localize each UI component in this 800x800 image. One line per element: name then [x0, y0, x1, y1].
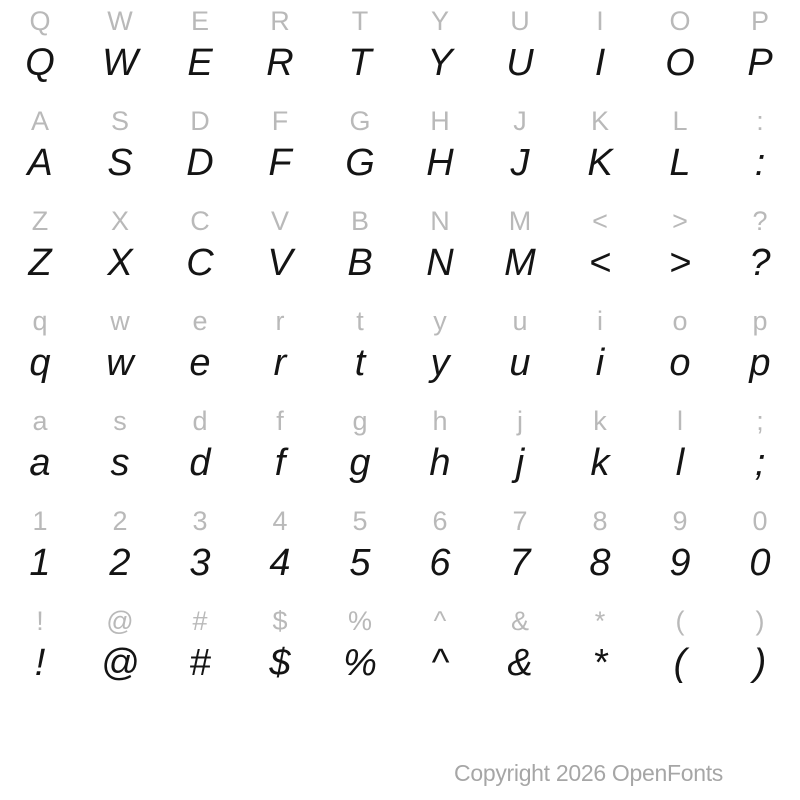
copyright-text: Copyright 2026 OpenFonts — [454, 760, 723, 786]
glyph: F — [268, 142, 292, 184]
glyph: R — [270, 6, 290, 36]
glyph-row-pair — [0, 600, 800, 700]
sample-glyph-row — [0, 644, 800, 682]
glyph: d — [192, 406, 208, 436]
glyph: q — [29, 342, 51, 384]
glyph: V — [267, 242, 293, 284]
glyph: C — [186, 242, 214, 284]
glyph: C — [190, 206, 210, 236]
glyph: 0 — [752, 506, 768, 536]
glyph: 3 — [189, 542, 211, 584]
glyph: T — [348, 42, 372, 84]
sample-glyph-row — [0, 44, 800, 82]
glyph: ? — [749, 242, 771, 284]
glyph: B — [347, 242, 373, 284]
glyph: F — [271, 106, 289, 136]
glyph: P — [750, 6, 769, 36]
glyph: y — [433, 306, 447, 336]
glyph: ) — [755, 606, 765, 636]
reference-glyph-row — [0, 108, 800, 135]
glyph: B — [350, 206, 369, 236]
glyph: j — [517, 406, 523, 436]
glyph: K — [587, 142, 613, 184]
glyph: 2 — [109, 542, 131, 584]
sample-glyph-row — [0, 344, 800, 382]
glyph: f — [276, 406, 284, 436]
glyph-row-pair — [0, 100, 800, 200]
glyph: p — [752, 306, 768, 336]
reference-glyph-row — [0, 608, 800, 635]
glyph: 2 — [112, 506, 128, 536]
sample-glyph-row — [0, 144, 800, 182]
glyph: h — [432, 406, 448, 436]
sample-glyph-row — [0, 544, 800, 582]
glyph: % — [343, 642, 377, 684]
glyph: ( — [673, 642, 687, 684]
sample-glyph-row — [0, 444, 800, 482]
glyph: t — [356, 306, 364, 336]
glyph: r — [273, 342, 287, 384]
glyph: 4 — [269, 542, 291, 584]
glyph: 4 — [272, 506, 288, 536]
glyph: A — [30, 106, 49, 136]
glyph: A — [27, 142, 53, 184]
glyph: 9 — [669, 542, 691, 584]
glyph: E — [190, 6, 209, 36]
reference-glyph-row — [0, 508, 800, 535]
glyph: ^ — [431, 642, 449, 684]
glyph: Q — [29, 6, 51, 36]
glyph: K — [590, 106, 609, 136]
glyph: G — [349, 106, 371, 136]
sample-glyph-row — [0, 244, 800, 282]
glyph: w — [110, 306, 130, 336]
glyph: < — [588, 242, 612, 284]
glyph: s — [110, 442, 130, 484]
glyph: 7 — [512, 506, 528, 536]
glyph: q — [32, 306, 48, 336]
glyph: y — [430, 342, 450, 384]
glyph: ; — [756, 406, 764, 436]
glyph: ( — [675, 606, 685, 636]
glyph: 0 — [749, 542, 771, 584]
glyph: k — [590, 442, 610, 484]
glyph: $ — [272, 606, 288, 636]
glyph: # — [189, 642, 211, 684]
glyph: I — [594, 42, 606, 84]
glyph: u — [512, 306, 528, 336]
glyph: g — [352, 406, 368, 436]
glyph: i — [595, 342, 605, 384]
glyph: O — [665, 42, 695, 84]
glyph: P — [747, 42, 773, 84]
glyph: 3 — [192, 506, 208, 536]
glyph: h — [429, 442, 451, 484]
glyph: U — [510, 6, 530, 36]
glyph: V — [270, 206, 289, 236]
glyph: J — [510, 142, 530, 184]
reference-glyph-row — [0, 308, 800, 335]
glyph: S — [107, 142, 133, 184]
reference-glyph-row — [0, 8, 800, 35]
glyph: Q — [25, 42, 55, 84]
glyph: I — [596, 6, 604, 36]
glyph: g — [349, 442, 371, 484]
glyph: w — [106, 342, 134, 384]
glyph: i — [597, 306, 603, 336]
glyph: J — [513, 106, 527, 136]
glyph: $ — [269, 642, 291, 684]
glyph: e — [189, 342, 211, 384]
glyph: 1 — [29, 542, 51, 584]
glyph: D — [186, 142, 214, 184]
glyph: Y — [427, 42, 453, 84]
glyph: ! — [36, 606, 44, 636]
glyph: > — [672, 206, 688, 236]
glyph: p — [749, 342, 771, 384]
glyph: L — [669, 142, 691, 184]
glyph: D — [190, 106, 210, 136]
glyph: & — [510, 606, 529, 636]
glyph-row-pair — [0, 500, 800, 600]
glyph: E — [187, 42, 213, 84]
glyph: M — [504, 242, 536, 284]
glyph: ? — [752, 206, 768, 236]
glyph: < — [592, 206, 608, 236]
glyph: ! — [34, 642, 46, 684]
glyph: 6 — [432, 506, 448, 536]
glyph: a — [29, 442, 51, 484]
glyph: O — [669, 6, 691, 36]
glyph: N — [430, 206, 450, 236]
glyph: ; — [754, 442, 766, 484]
glyph: j — [515, 442, 525, 484]
glyph: S — [110, 106, 129, 136]
glyph: % — [347, 606, 372, 636]
glyph: > — [668, 242, 692, 284]
glyph: 6 — [429, 542, 451, 584]
glyph: R — [266, 42, 294, 84]
reference-glyph-row — [0, 408, 800, 435]
glyph: X — [107, 242, 133, 284]
glyph: l — [675, 442, 685, 484]
glyph: M — [508, 206, 532, 236]
glyph: Y — [430, 6, 449, 36]
glyph: o — [672, 306, 688, 336]
glyph: k — [593, 406, 607, 436]
glyph: N — [426, 242, 454, 284]
glyph-row-pair — [0, 200, 800, 300]
glyph: a — [32, 406, 48, 436]
glyph: 9 — [672, 506, 688, 536]
glyph: 1 — [32, 506, 48, 536]
glyph: t — [354, 342, 366, 384]
glyph: T — [351, 6, 369, 36]
glyph: & — [507, 642, 533, 684]
glyph: H — [426, 142, 454, 184]
glyph: u — [509, 342, 531, 384]
glyph-row-pair — [0, 400, 800, 500]
glyph: G — [345, 142, 375, 184]
glyph: * — [592, 642, 608, 684]
glyph: Z — [28, 242, 52, 284]
glyph: 5 — [349, 542, 371, 584]
glyph: ) — [753, 642, 767, 684]
glyph: ^ — [433, 606, 447, 636]
glyph: 8 — [592, 506, 608, 536]
glyph: X — [110, 206, 129, 236]
glyph: f — [274, 442, 286, 484]
glyph: W — [107, 6, 133, 36]
glyph: 5 — [352, 506, 368, 536]
glyph: 7 — [509, 542, 531, 584]
glyph: l — [677, 406, 683, 436]
reference-glyph-row — [0, 208, 800, 235]
glyph: H — [430, 106, 450, 136]
glyph-row-pair — [0, 0, 800, 100]
glyph: : — [756, 106, 764, 136]
glyph: : — [754, 142, 766, 184]
glyph: # — [192, 606, 208, 636]
glyph: W — [102, 42, 138, 84]
glyph: * — [594, 606, 606, 636]
glyph: e — [192, 306, 208, 336]
glyph: o — [669, 342, 691, 384]
glyph: Z — [31, 206, 49, 236]
glyph: 8 — [589, 542, 611, 584]
glyph: s — [113, 406, 127, 436]
glyph: L — [672, 106, 688, 136]
glyph: @ — [100, 642, 140, 684]
glyph: d — [189, 442, 211, 484]
glyph: @ — [106, 606, 134, 636]
glyph-row-pair — [0, 300, 800, 400]
glyph: U — [506, 42, 534, 84]
glyph: r — [275, 306, 285, 336]
